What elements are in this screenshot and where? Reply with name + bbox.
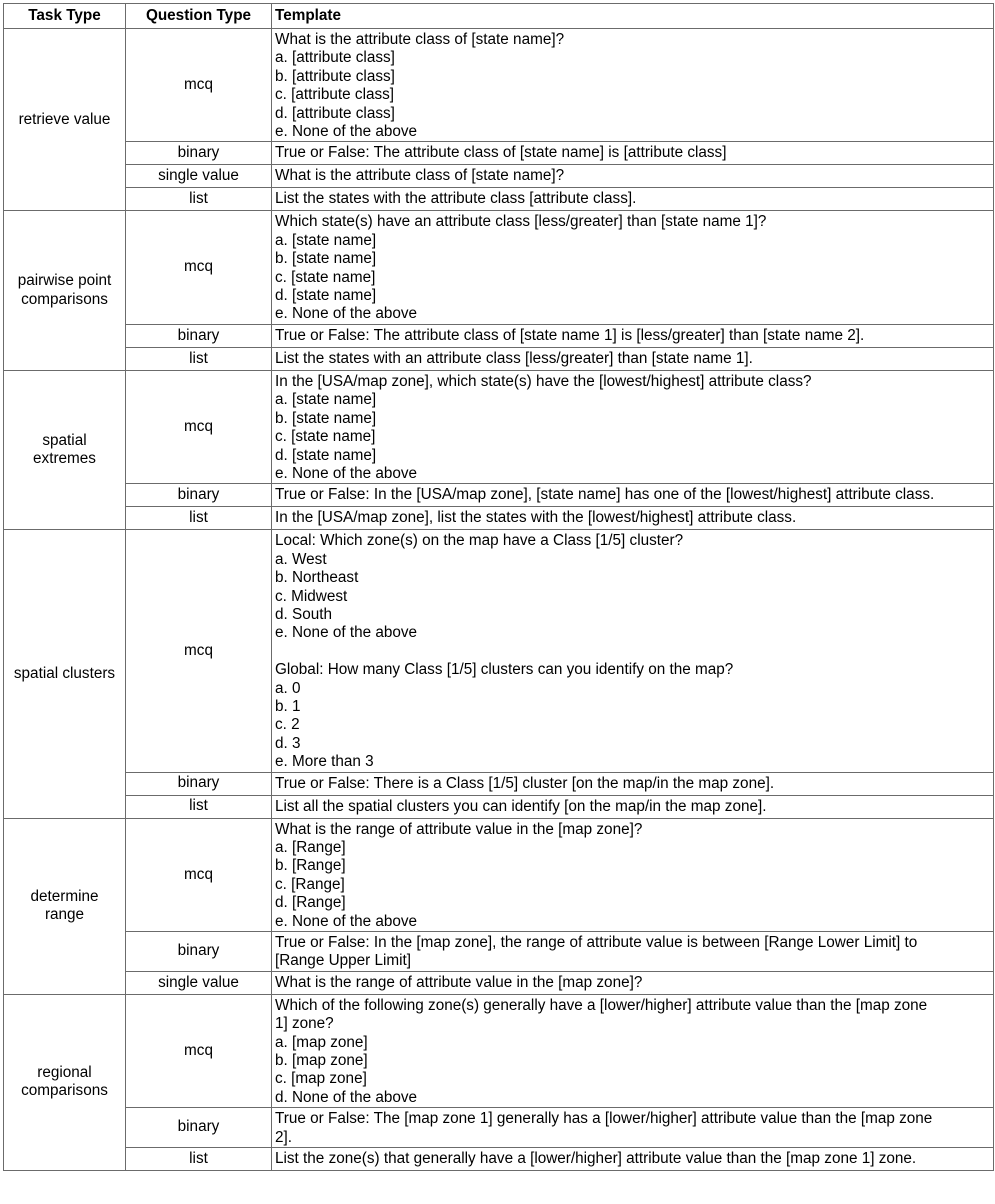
question-type-cell: single value (126, 971, 272, 994)
template-line: a. [map zone] (275, 1033, 368, 1051)
template-line: e. None of the above (275, 123, 418, 141)
table-row (4, 29, 994, 142)
template-line: b. [Range] (275, 857, 346, 875)
template-line: a. 0 (275, 679, 301, 697)
table-row (4, 1108, 994, 1148)
template-line: a. [state name] (275, 391, 377, 409)
template-line: a. West (275, 550, 327, 568)
template-cell (272, 530, 994, 772)
template-cell (272, 211, 994, 324)
task-type-cell: spatial clusters (4, 530, 126, 818)
template-line: In the [USA/map zone], list the states with the [lowest/highest] attribute class. (275, 509, 797, 527)
template-line: True or False: The [map zone 1] generally has a [lower/higher] attribute value than the [map zone (275, 1110, 933, 1128)
template-line: d. [state name] (275, 446, 377, 464)
template-line: True or False: There is a Class [1/5] cluster [on the map/in the map zone]. (275, 774, 775, 792)
table-row (4, 818, 994, 931)
header-task-type: Task Type (4, 4, 126, 29)
template-line: List the states with the attribute class [attribute class]. (275, 190, 637, 208)
template-cell (272, 1108, 994, 1148)
template-line: a. [Range] (275, 838, 346, 856)
template-line: c. [state name] (275, 428, 376, 446)
template-line: [Range Upper Limit] (275, 952, 412, 970)
table-row (4, 1148, 994, 1171)
template-cell (272, 507, 994, 530)
template-line: What is the range of attribute value in the [map zone]? (275, 820, 643, 838)
template-line: Which of the following zone(s) generally have a [lower/higher] attribute value than the [map zone (275, 996, 928, 1014)
question-type-cell: list (126, 1148, 272, 1171)
template-line: b. [map zone] (275, 1052, 368, 1070)
template-line: b. [state name] (275, 409, 377, 427)
template-cell (272, 994, 994, 1107)
table-row (4, 324, 994, 347)
question-type-cell: list (126, 347, 272, 370)
template-line: d. [Range] (275, 894, 346, 912)
template-line: Global: How many Class [1/5] clusters can you identify on the map? (275, 661, 734, 679)
template-line: Which state(s) have an attribute class [less/greater] than [state name 1]? (275, 213, 767, 231)
template-line: What is the attribute class of [state name]? (275, 167, 565, 185)
task-type-cell: determine range (4, 818, 126, 994)
template-line: e. None of the above (275, 624, 418, 642)
template-line: List the states with an attribute class [less/greater] than [state name 1]. (275, 349, 753, 367)
question-type-cell: single value (126, 165, 272, 188)
template-cell (272, 29, 994, 142)
table-row (4, 165, 994, 188)
header-row (4, 4, 994, 29)
task-type-cell: regional comparisons (4, 994, 126, 1170)
table-row (4, 530, 994, 772)
template-line: d. South (275, 605, 332, 623)
template-line: 2]. (275, 1128, 293, 1146)
task-type-cell: retrieve value (4, 29, 126, 211)
template-cell (272, 818, 994, 931)
question-type-cell: binary (126, 142, 272, 165)
template-line: What is the range of attribute value in the [map zone]? (275, 973, 643, 991)
template-cell (272, 165, 994, 188)
question-type-cell: list (126, 188, 272, 211)
task-type-cell: spatial extremes (4, 370, 126, 529)
table-row (4, 772, 994, 795)
question-type-cell: mcq (126, 29, 272, 142)
template-line: e. None of the above (275, 912, 418, 930)
question-type-cell: binary (126, 932, 272, 972)
task-template-table (3, 3, 994, 1171)
template-line (275, 643, 990, 661)
template-line: b. [attribute class] (275, 67, 395, 85)
template-line: c. Midwest (275, 587, 348, 605)
template-cell (272, 484, 994, 507)
question-type-cell: binary (126, 484, 272, 507)
table-row (4, 188, 994, 211)
template-line: c. 2 (275, 716, 300, 734)
question-type-cell: mcq (126, 530, 272, 772)
template-cell (272, 795, 994, 818)
template-line: List the zone(s) that generally have a [lower/higher] attribute value than the [map zone 1] zone. (275, 1150, 917, 1168)
template-line: True or False: The attribute class of [state name] is [attribute class] (275, 144, 727, 162)
template-line: d. 3 (275, 734, 301, 752)
template-line: a. [attribute class] (275, 49, 395, 67)
template-cell (272, 370, 994, 483)
template-line: In the [USA/map zone], which state(s) have the [lowest/highest] attribute class? (275, 372, 812, 390)
template-cell (272, 324, 994, 347)
table-row (4, 370, 994, 483)
template-line: a. [state name] (275, 231, 377, 249)
template-line: c. [state name] (275, 268, 376, 286)
template-cell (272, 142, 994, 165)
table-row (4, 142, 994, 165)
template-cell (272, 347, 994, 370)
question-type-cell: mcq (126, 211, 272, 324)
template-cell (272, 188, 994, 211)
table-row (4, 994, 994, 1107)
template-line: Local: Which zone(s) on the map have a Class [1/5] cluster? (275, 532, 684, 550)
template-line: e. More than 3 (275, 753, 374, 771)
question-type-cell: list (126, 795, 272, 818)
template-line: True or False: In the [map zone], the range of attribute value is between [Range Lower Limit] to (275, 934, 918, 952)
table-row (4, 507, 994, 530)
template-cell (272, 971, 994, 994)
template-line: d. None of the above (275, 1088, 418, 1106)
template-line: e. None of the above (275, 305, 418, 323)
template-line: True or False: In the [USA/map zone], [state name] has one of the [lowest/highest] attribute class. (275, 486, 935, 504)
table-body (4, 29, 994, 1171)
template-line: b. 1 (275, 697, 301, 715)
table-row (4, 484, 994, 507)
question-type-cell: mcq (126, 370, 272, 483)
template-line: d. [attribute class] (275, 104, 395, 122)
template-line: c. [Range] (275, 875, 345, 893)
header-template: Template (272, 4, 994, 29)
template-line: b. Northeast (275, 569, 359, 587)
table-row (4, 347, 994, 370)
task-type-cell: pairwise point comparisons (4, 211, 126, 370)
template-line: d. [state name] (275, 287, 377, 305)
template-line: c. [map zone] (275, 1070, 367, 1088)
table-row (4, 211, 994, 324)
template-line: What is the attribute class of [state name]? (275, 31, 565, 48)
header-question-type: Question Type (126, 4, 272, 29)
table-row (4, 971, 994, 994)
question-type-cell: mcq (126, 994, 272, 1107)
template-cell (272, 1148, 994, 1171)
template-line: 1] zone? (275, 1015, 334, 1033)
template-line: c. [attribute class] (275, 86, 395, 104)
template-cell (272, 772, 994, 795)
template-line: e. None of the above (275, 464, 418, 482)
template-line: b. [state name] (275, 250, 377, 268)
table-row (4, 932, 994, 972)
table-row (4, 795, 994, 818)
question-type-cell: binary (126, 772, 272, 795)
template-cell (272, 932, 994, 972)
template-line: True or False: The attribute class of [state name 1] is [less/greater] than [state name 2]. (275, 326, 865, 344)
question-type-cell: mcq (126, 818, 272, 931)
question-type-cell: binary (126, 324, 272, 347)
question-type-cell: binary (126, 1108, 272, 1148)
template-line: List all the spatial clusters you can identify [on the map/in the map zone]. (275, 797, 767, 815)
question-type-cell: list (126, 507, 272, 530)
